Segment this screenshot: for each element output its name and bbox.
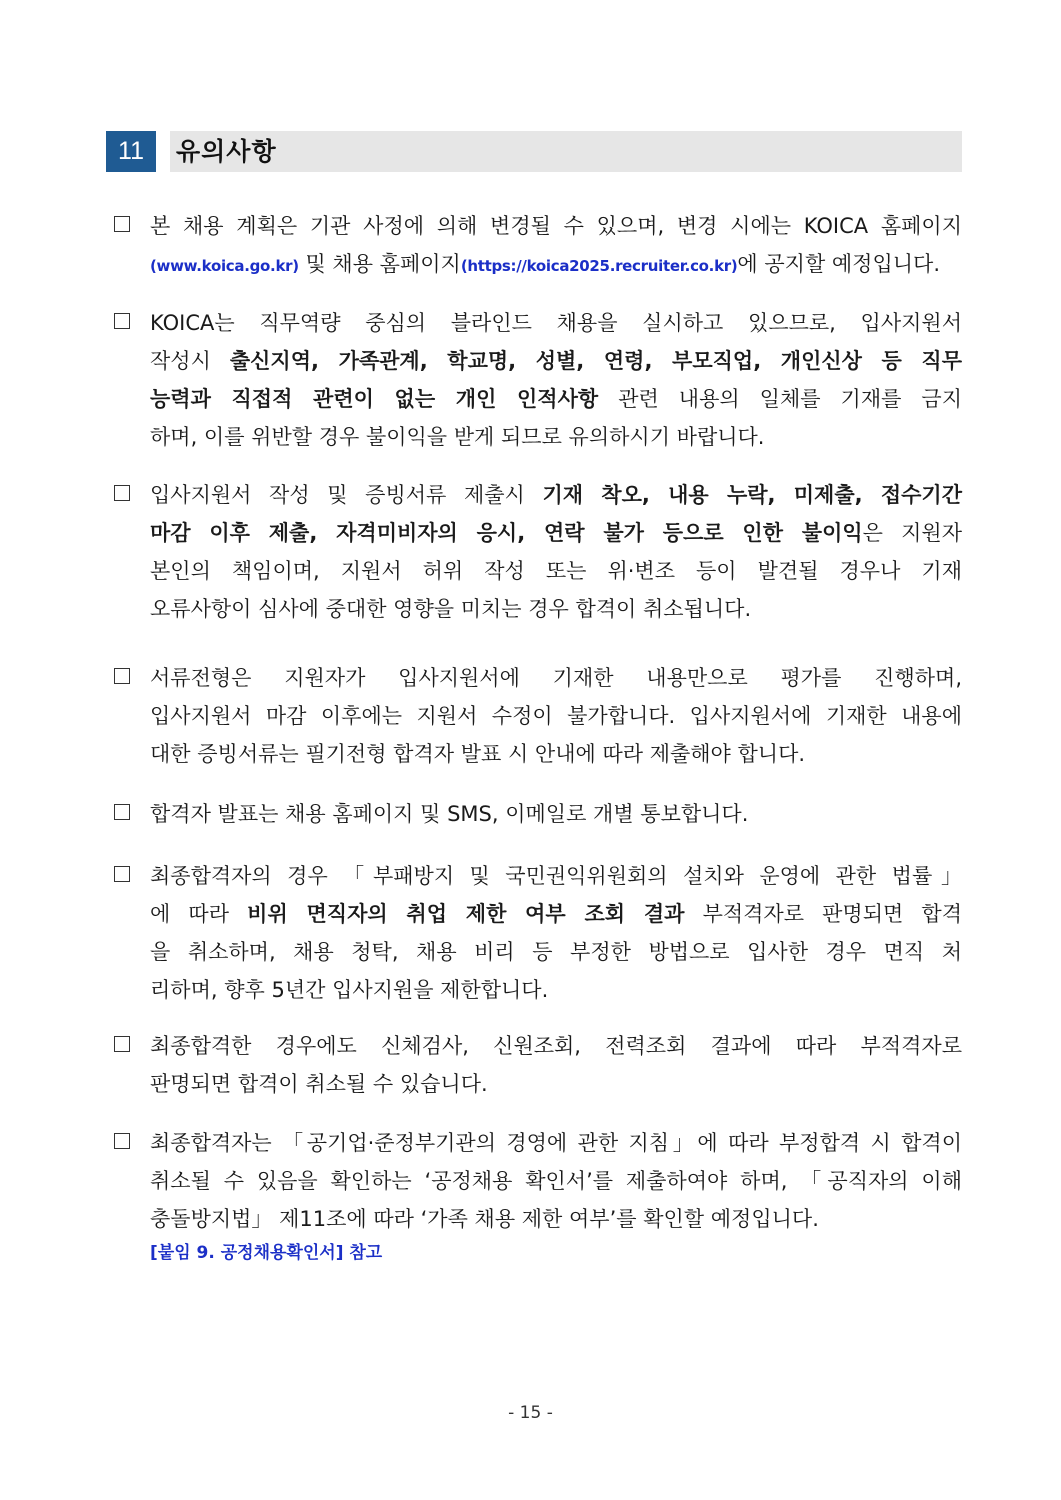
checkbox-bullet-icon bbox=[114, 485, 130, 501]
notice-line: 최종합격자는 「공기업·준정부기관의 경영에 관한 지침」에 따라 부정합격 시 합격이 bbox=[150, 1131, 962, 1155]
checkbox-bullet-icon bbox=[114, 1036, 130, 1052]
emphasis-text: 기재 착오, 내용 누락, 미제출, 접수기간 bbox=[542, 483, 963, 507]
recruiter-homepage-link[interactable]: (https://koica2025.recruiter.co.kr) bbox=[460, 257, 738, 275]
emphasis-text: 마감 이후 제출, 자격미비자의 응시, 연락 불가 등으로 인한 불이익 bbox=[150, 521, 863, 545]
notice-line: 합격자 발표는 채용 홈페이지 및 SMS, 이메일로 개별 통보합니다. bbox=[150, 802, 749, 826]
emphasis-text: 비위 면직자의 취업 제한 여부 조회 결과 bbox=[247, 902, 685, 926]
notice-line: 리하며, 향후 5년간 입사지원을 제한합니다. bbox=[150, 978, 549, 1002]
section-number: 11 bbox=[106, 131, 156, 172]
emphasis-text: 능력과 직접적 관련이 없는 개인 인적사항 bbox=[150, 387, 599, 411]
koica-homepage-link[interactable]: (www.koica.go.kr) bbox=[150, 257, 299, 275]
notice-line: 능력과 직접적 관련이 없는 개인 인적사항 관련 내용의 일체를 기재를 금지 bbox=[150, 387, 963, 411]
notice-line: 서류전형은 지원자가 입사지원서에 기재한 내용만으로 평가를 진행하며, bbox=[150, 666, 962, 690]
checkbox-bullet-icon bbox=[114, 866, 130, 882]
notice-line: 취소될 수 있음을 확인하는 ‘공정채용 확인서’를 제출하여야 하며, 「공직자의 이해 bbox=[150, 1169, 962, 1193]
section-header bbox=[106, 131, 962, 172]
notice-line: 대한 증빙서류는 필기전형 합격자 발표 시 안내에 따라 제출해야 합니다. bbox=[150, 742, 806, 766]
notice-line: 마감 이후 제출, 자격미비자의 응시, 연락 불가 등으로 인한 불이익은 지원자 bbox=[150, 521, 962, 545]
notice-line: 작성시 출신지역, 가족관계, 학교명, 성별, 연령, 부모직업, 개인신상 등 직무 bbox=[150, 349, 962, 373]
notice-line: 충돌방지법」 제11조에 따라 ‘가족 채용 제한 여부’를 확인할 예정입니다. bbox=[150, 1207, 819, 1231]
notice-line: 판명되면 합격이 취소될 수 있습니다. bbox=[150, 1072, 488, 1096]
section-title: 유의사항 bbox=[176, 137, 277, 166]
checkbox-bullet-icon bbox=[114, 1133, 130, 1149]
notice-line: 하며, 이를 위반할 경우 불이익을 받게 되므로 유의하시기 바랍니다. bbox=[150, 425, 765, 449]
notice-line: (www.koica.go.kr) 및 채용 홈페이지(https://koica2025.recruiter.co.kr)에 공지할 예정입니다. bbox=[150, 252, 941, 276]
section-title-bar bbox=[170, 131, 962, 172]
checkbox-bullet-icon bbox=[114, 313, 130, 329]
notice-line: 입사지원서 마감 이후에는 지원서 수정이 불가합니다. 입사지원서에 기재한 내용에 bbox=[150, 704, 962, 728]
notice-line: 오류사항이 심사에 중대한 영향을 미치는 경우 합격이 취소됩니다. bbox=[150, 597, 752, 621]
notice-line: 입사지원서 작성 및 증빙서류 제출시 기재 착오, 내용 누락, 미제출, 접수기간 bbox=[150, 483, 963, 507]
notice-line: KOICA는 직무역량 중심의 블라인드 채용을 실시하고 있으므로, 입사지원서 bbox=[150, 311, 962, 335]
notice-line: 본인의 책임이며, 지원서 허위 작성 또는 위·변조 등이 발견될 경우나 기재 bbox=[150, 559, 962, 583]
notice-line: 최종합격한 경우에도 신체검사, 신원조회, 전력조회 결과에 따라 부적격자로 bbox=[150, 1034, 962, 1058]
notice-line: 본 채용 계획은 기관 사정에 의해 변경될 수 있으며, 변경 시에는 KOICA 홈페이지 bbox=[150, 214, 962, 238]
page-number: - 15 - bbox=[508, 1403, 553, 1423]
notice-line: 최종합격자의 경우 「부패방지 및 국민권익위원회의 설치와 운영에 관한 법률」 bbox=[150, 864, 962, 888]
attachment-reference: [붙임 9. 공정채용확인서] 참고 bbox=[150, 1243, 383, 1263]
notice-line: 을 취소하며, 채용 청탁, 채용 비리 등 부정한 방법으로 입사한 경우 면직 처 bbox=[150, 940, 962, 964]
checkbox-bullet-icon bbox=[114, 668, 130, 684]
notice-line: 에 따라 비위 면직자의 취업 제한 여부 조회 결과 부적격자로 판명되면 합격 bbox=[150, 902, 962, 926]
emphasis-text: 출신지역, 가족관계, 학교명, 성별, 연령, 부모직업, 개인신상 등 직무 bbox=[229, 349, 962, 373]
checkbox-bullet-icon bbox=[114, 804, 130, 820]
checkbox-bullet-icon bbox=[114, 216, 130, 232]
